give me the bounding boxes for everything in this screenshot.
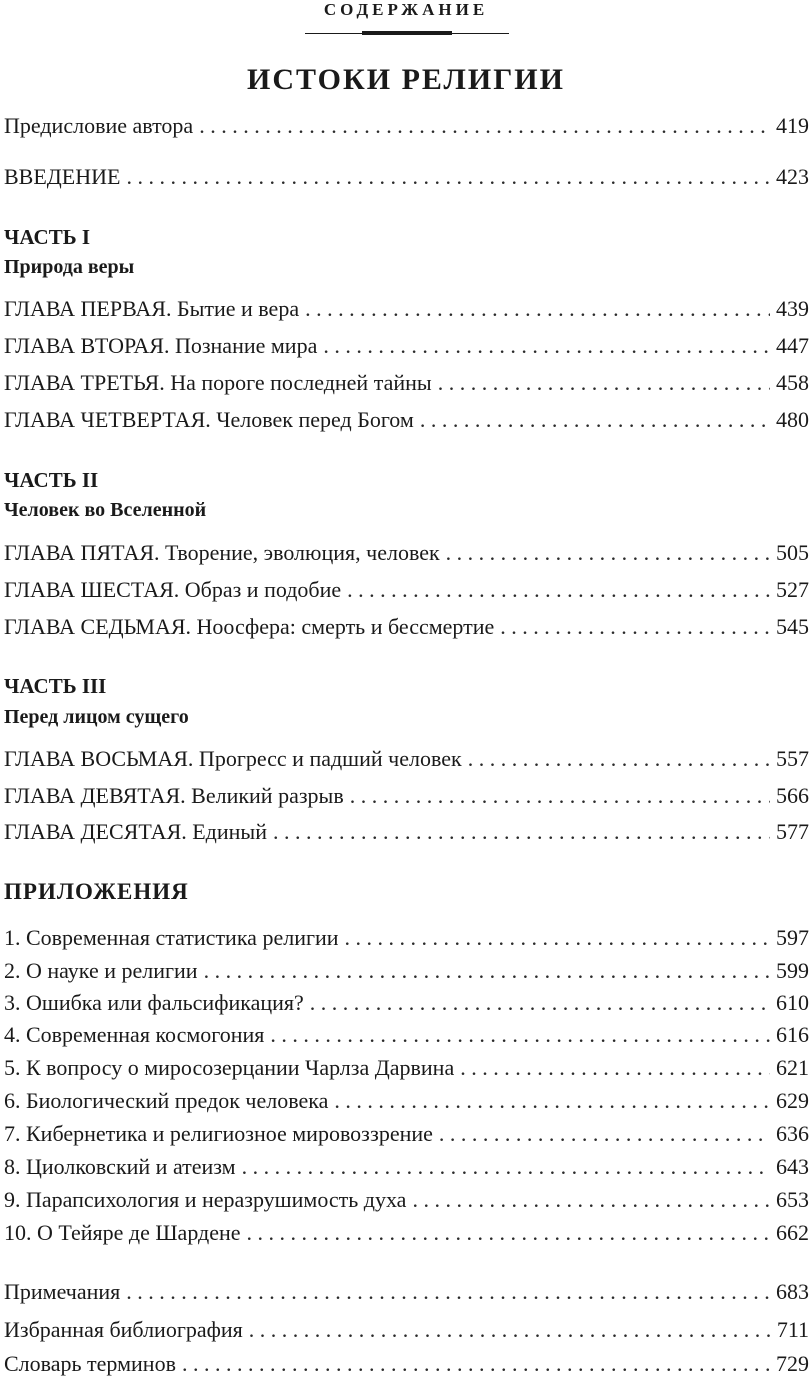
toc-entry-title: ГЛАВА ВОСЬМАЯ. Прогресс и падший человек [4, 746, 462, 771]
leader-dots [412, 1186, 770, 1214]
toc-entry-title: Предисловие автора [4, 113, 194, 138]
leader-dots [273, 818, 770, 846]
part-subtitle: Перед лицом сущего [4, 706, 189, 728]
toc-entry-title: 1. Современная статистика религии [4, 925, 339, 950]
toc-entry-title: ГЛАВА ДЕСЯТАЯ. Единый [4, 819, 267, 844]
toc-entry-title: Избранная библиография [4, 1317, 243, 1342]
leader-dots [500, 613, 770, 641]
leader-dots [468, 745, 770, 773]
toc-entry-appendix[interactable] [4, 989, 809, 1017]
toc-entry-chapter[interactable] [4, 539, 809, 567]
leader-dots [242, 1153, 770, 1181]
toc-entry-bibliography[interactable] [4, 1316, 809, 1344]
leader-dots [126, 1278, 770, 1306]
toc-entry-title: 4. Современная космогония [4, 1022, 265, 1047]
toc-entry-preface[interactable] [4, 112, 809, 140]
part-label: ЧАСТЬ II [4, 468, 99, 492]
toc-entry-title: 2. О науке и религии [4, 958, 198, 983]
part-label: ЧАСТЬ I [4, 225, 91, 249]
toc-entry-appendix[interactable] [4, 1120, 809, 1148]
toc-entry-page: 566 [776, 783, 809, 808]
toc-entry-appendix[interactable] [4, 957, 809, 985]
leader-dots [446, 539, 770, 567]
toc-entry-page: 423 [776, 164, 809, 189]
toc-entry-notes[interactable] [4, 1278, 809, 1306]
toc-entry-page: 577 [776, 819, 809, 844]
toc-entry-page: 527 [776, 577, 809, 602]
toc-entry-page: 636 [776, 1121, 809, 1146]
toc-entry-appendix[interactable] [4, 1219, 809, 1247]
toc-entry-page: 629 [776, 1088, 809, 1113]
toc-entry-appendix[interactable] [4, 1153, 809, 1181]
toc-entry-chapter[interactable] [4, 613, 809, 641]
toc-entry-introduction[interactable] [4, 163, 809, 191]
toc-entry-title: ГЛАВА ЧЕТВЕРТАЯ. Человек перед Богом [4, 407, 414, 432]
leader-dots [420, 406, 770, 434]
toc-entry-page: 439 [776, 296, 809, 321]
toc-entry-chapter[interactable] [4, 332, 809, 360]
toc-entry-title: Словарь терминов [4, 1351, 176, 1376]
leader-dots [126, 163, 770, 191]
toc-entry-appendix[interactable] [4, 1054, 809, 1082]
toc-entry-title: 3. Ошибка или фальсификация? [4, 990, 304, 1015]
toc-entry-page: 458 [776, 370, 809, 395]
toc-entry-glossary[interactable] [4, 1350, 809, 1378]
toc-entry-title: ГЛАВА ПЯТАЯ. Творение, эволюция, человек [4, 540, 440, 565]
leader-dots [270, 1021, 770, 1049]
toc-entry-title: ГЛАВА ПЕРВАЯ. Бытие и вера [4, 296, 300, 321]
toc-entry-title: 5. К вопросу о миросозерцании Чарлза Дарвина [4, 1055, 455, 1080]
leader-dots [204, 957, 770, 985]
leader-dots [334, 1087, 770, 1115]
toc-entry-appendix[interactable] [4, 924, 809, 952]
leader-dots [249, 1316, 771, 1344]
toc-entry-page: 662 [776, 1220, 809, 1245]
leader-dots [439, 1120, 770, 1148]
running-head: СОДЕРЖАНИЕ [323, 0, 489, 19]
toc-entry-page: 599 [776, 958, 809, 983]
toc-entry-appendix[interactable] [4, 1186, 809, 1214]
part-subtitle: Человек во Вселенной [4, 499, 207, 521]
toc-entry-page: 545 [776, 614, 809, 639]
leader-dots [345, 924, 770, 952]
toc-entry-title: 10. О Тейяре де Шардене [4, 1220, 241, 1245]
toc-entry-title: ГЛАВА ДЕВЯТАЯ. Великий разрыв [4, 783, 344, 808]
toc-entry-chapter[interactable] [4, 576, 809, 604]
leader-dots [323, 332, 770, 360]
toc-entry-page: 447 [776, 333, 809, 358]
toc-entry-page: 616 [776, 1022, 809, 1047]
leader-dots [305, 295, 770, 323]
toc-entry-appendix[interactable] [4, 1087, 809, 1115]
toc-entry-page: 711 [776, 1317, 809, 1342]
toc-entry-chapter[interactable] [4, 782, 809, 810]
toc-entry-page: 557 [776, 746, 809, 771]
leader-dots [182, 1350, 770, 1378]
toc-entry-chapter[interactable] [4, 406, 809, 434]
leader-dots [460, 1054, 770, 1082]
toc-entry-page: 653 [776, 1187, 809, 1212]
leader-dots [310, 989, 770, 1017]
leader-dots [438, 369, 770, 397]
appendices-heading: ПРИЛОЖЕНИЯ [4, 879, 189, 904]
toc-entry-title: 6. Биологический предок человека [4, 1088, 329, 1113]
toc-entry-page: 419 [776, 113, 809, 138]
leader-dots [347, 576, 770, 604]
toc-entry-title: 8. Циолковский и атеизм [4, 1154, 236, 1179]
toc-entry-chapter[interactable] [4, 818, 809, 846]
toc-entry-title: ГЛАВА СЕДЬМАЯ. Ноосфера: смерть и бессмертие [4, 614, 495, 639]
toc-entry-page: 621 [776, 1055, 809, 1080]
toc-entry-title: ВВЕДЕНИЕ [4, 164, 121, 189]
book-title: ИСТОКИ РЕЛИГИИ [247, 63, 565, 96]
toc-entry-title: Примечания [4, 1279, 121, 1304]
part-subtitle: Природа веры [4, 256, 135, 278]
toc-entry-title: 9. Парапсихология и неразрушимость духа [4, 1187, 407, 1212]
leader-dots [199, 112, 770, 140]
part-label: ЧАСТЬ III [4, 674, 107, 698]
toc-entry-chapter[interactable] [4, 369, 809, 397]
running-head-rule-accent [362, 31, 452, 35]
toc-entry-page: 505 [776, 540, 809, 565]
toc-entry-title: ГЛАВА ВТОРАЯ. Познание мира [4, 333, 318, 358]
leader-dots [247, 1219, 770, 1247]
toc-entry-page: 597 [776, 925, 809, 950]
toc-entry-appendix[interactable] [4, 1021, 809, 1049]
leader-dots [350, 782, 770, 810]
toc-entry-page: 610 [776, 990, 809, 1015]
toc-entry-page: 480 [776, 407, 809, 432]
toc-entry-title: 7. Кибернетика и религиозное мировоззрение [4, 1121, 433, 1146]
toc-entry-title: ГЛАВА ШЕСТАЯ. Образ и подобие [4, 577, 342, 602]
toc-entry-chapter[interactable] [4, 295, 809, 323]
toc-entry-page: 683 [776, 1279, 809, 1304]
toc-entry-title: ГЛАВА ТРЕТЬЯ. На пороге последней тайны [4, 370, 432, 395]
toc-entry-chapter[interactable] [4, 745, 809, 773]
toc-entry-page: 729 [776, 1351, 809, 1376]
toc-entry-page: 643 [776, 1154, 809, 1179]
